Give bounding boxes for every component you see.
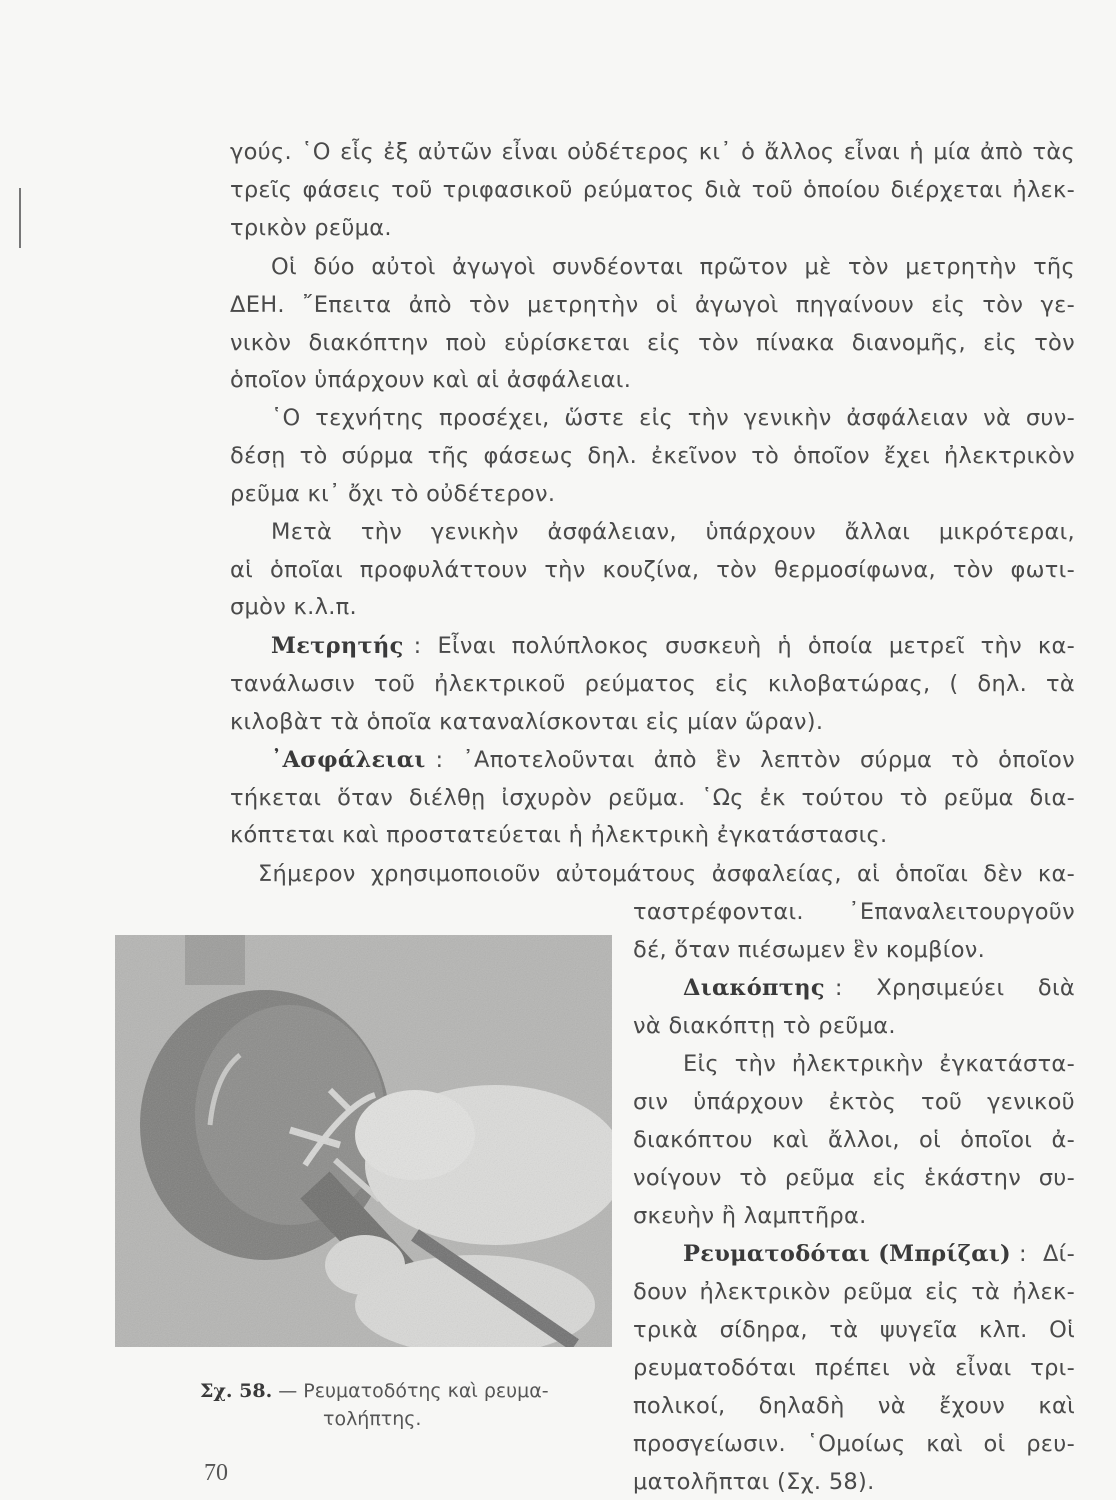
text-line: : Δί-: [1018, 1241, 1075, 1267]
text-line: διακόπτου καὶ ἄλλοι, οἱ ὁποῖοι ἀ-: [633, 1127, 1075, 1153]
text-line: σιν ὑπάρχουν ἐκτὸς τοῦ γενικοῦ: [633, 1089, 1075, 1115]
text-line: νοίγουν τὸ ρεῦμα εἰς ἑκάστην συ-: [633, 1165, 1075, 1191]
caption-text-continued: τολήπτης.: [323, 1408, 422, 1430]
figure-plug-socket-photo: [115, 935, 612, 1347]
text-line: σκευὴν ἢ λαμπτῆρα.: [633, 1203, 867, 1229]
text-line: : ᾿Αποτελοῦνται ἀπὸ ἓν λεπτὸν σύρμα τὸ ὁποῖον: [435, 747, 1075, 773]
text-line: νικὸν διακόπτην ποὺ εὑρίσκεται εἰς τὸν πίνακα διανομῆς, εἰς τὸν: [230, 330, 1075, 356]
text-line: κιλοβὰτ τὰ ὁποῖα καταναλίσκονται εἰς μίαν ὥραν).: [230, 709, 824, 735]
definition-line: [271, 745, 1075, 775]
text-line: Εἰς τὴν ἠλεκτρικὴν ἐγκατάστα-: [683, 1051, 1075, 1077]
text-line: ματολῆπται (Σχ. 58).: [633, 1469, 875, 1495]
text-line: δέ, ὅταν πιέσωμεν ἓν κομβίον.: [633, 937, 986, 963]
text-line: τρικὸν ρεῦμα.: [230, 215, 392, 241]
definition-line: [683, 1239, 1075, 1269]
definition-line: [683, 973, 1075, 1003]
text-line: ΔΕΗ. ῎Επειτα ἀπὸ τὸν μετρητὴν οἱ ἀγωγοὶ πηγαίνουν εἰς τὸν γε-: [230, 292, 1075, 318]
text-line: τρεῖς φάσεις τοῦ τριφασικοῦ ρεύματος διὰ τοῦ ὁποίου διέρχεται ἠλεκ-: [230, 177, 1075, 203]
text-line: τανάλωσιν τοῦ ἠλεκτρικοῦ ρεύματος εἰς κιλοβατώρας, ( δηλ. τὰ: [230, 671, 1075, 697]
text-line: τρικὰ σίδηρα, τὰ ψυγεῖα κλπ. Οἱ: [633, 1317, 1075, 1343]
text-line: Σήμερον χρησιμοποιοῦν αὐτομάτους ἀσφαλείας, αἱ ὁποῖαι δὲν κα-: [258, 861, 1075, 887]
text-line: νὰ διακόπτῃ τὸ ρεῦμα.: [633, 1013, 896, 1039]
text-line: αἱ ὁποῖαι προφυλάττουν τὴν κουζίνα, τὸν θερμοσίφωνα, τὸν φωτι-: [230, 557, 1075, 583]
text-line: δέσῃ τὸ σύρμα τῆς φάσεως δηλ. ἐκεῖνον τὸ ὁποῖον ἔχει ἠλεκτρικὸν: [230, 443, 1075, 469]
caption-text: — Ρευματοδότης καὶ ρευμα-: [278, 1380, 549, 1402]
text-line: ταστρέφονται. ᾿Επαναλειτουργοῦν: [633, 899, 1075, 925]
text-line: προσγείωσιν. ῾Ομοίως καὶ οἱ ρευ-: [633, 1431, 1075, 1457]
figure-label: Σχ. 58.: [200, 1380, 273, 1402]
text-line: τήκεται ὅταν διέλθῃ ἰσχυρὸν ρεῦμα. ῾Ως ἐκ τούτου τὸ ρεῦμα δια-: [230, 785, 1075, 811]
text-line: Μετὰ τὴν γενικὴν ἀσφάλειαν, ὑπάρχουν ἄλλαι μικρότεραι,: [271, 519, 1075, 545]
text-line: γούς. ῾Ο εἷς ἐξ αὐτῶν εἶναι οὐδέτερος κι᾿ ὁ ἄλλος εἶναι ἡ μία ἀπὸ τὰς: [230, 139, 1075, 165]
text-line: σμὸν κ.λ.π.: [230, 594, 357, 620]
figure-caption: [200, 1378, 549, 1404]
text-line: πολικοί, δηλαδὴ νὰ ἔχουν καὶ: [633, 1393, 1075, 1419]
text-line: δουν ἠλεκτρικὸν ρεῦμα εἰς τὰ ἠλεκ-: [633, 1279, 1075, 1305]
text-line: Οἱ δύο αὐτοὶ ἀγωγοὶ συνδέονται πρῶτον μὲ τὸν μετρητὴν τῆς: [271, 254, 1075, 280]
term-meter: Μετρητής: [271, 633, 404, 659]
text-line: κόπτεται καὶ προστατεύεται ἡ ἠλεκτρικὴ ἐγκατάστασις.: [230, 822, 888, 848]
term-switch: Διακόπτης: [683, 975, 825, 1001]
text-line: : Χρησιμεύει διὰ: [834, 975, 1075, 1001]
text-line: ὁποῖον ὑπάρχουν καὶ αἱ ἀσφάλειαι.: [230, 367, 632, 393]
definition-line: [271, 631, 1075, 661]
margin-mark: [19, 188, 21, 248]
text-line: ρεῦμα κι᾿ ὄχι τὸ οὐδέτερον.: [230, 481, 556, 507]
text-line: ῾Ο τεχνήτης προσέχει, ὥστε εἰς τὴν γενικὴν ἀσφάλειαν νὰ συν-: [271, 405, 1075, 431]
text-line: : Εἶναι πολύπλοκος συσκευὴ ἡ ὁποία μετρεῖ τὴν κα-: [413, 633, 1075, 659]
text-line: ρευματοδόται πρέπει νὰ εἶναι τρι-: [633, 1355, 1075, 1381]
page-number: 70: [204, 1460, 228, 1486]
plug-socket-photo-icon: [115, 935, 612, 1347]
term-fuses: ᾿Ασφάλειαι: [271, 747, 426, 773]
term-sockets: Ρευματοδόται (Μπρίζαι): [683, 1241, 1011, 1267]
